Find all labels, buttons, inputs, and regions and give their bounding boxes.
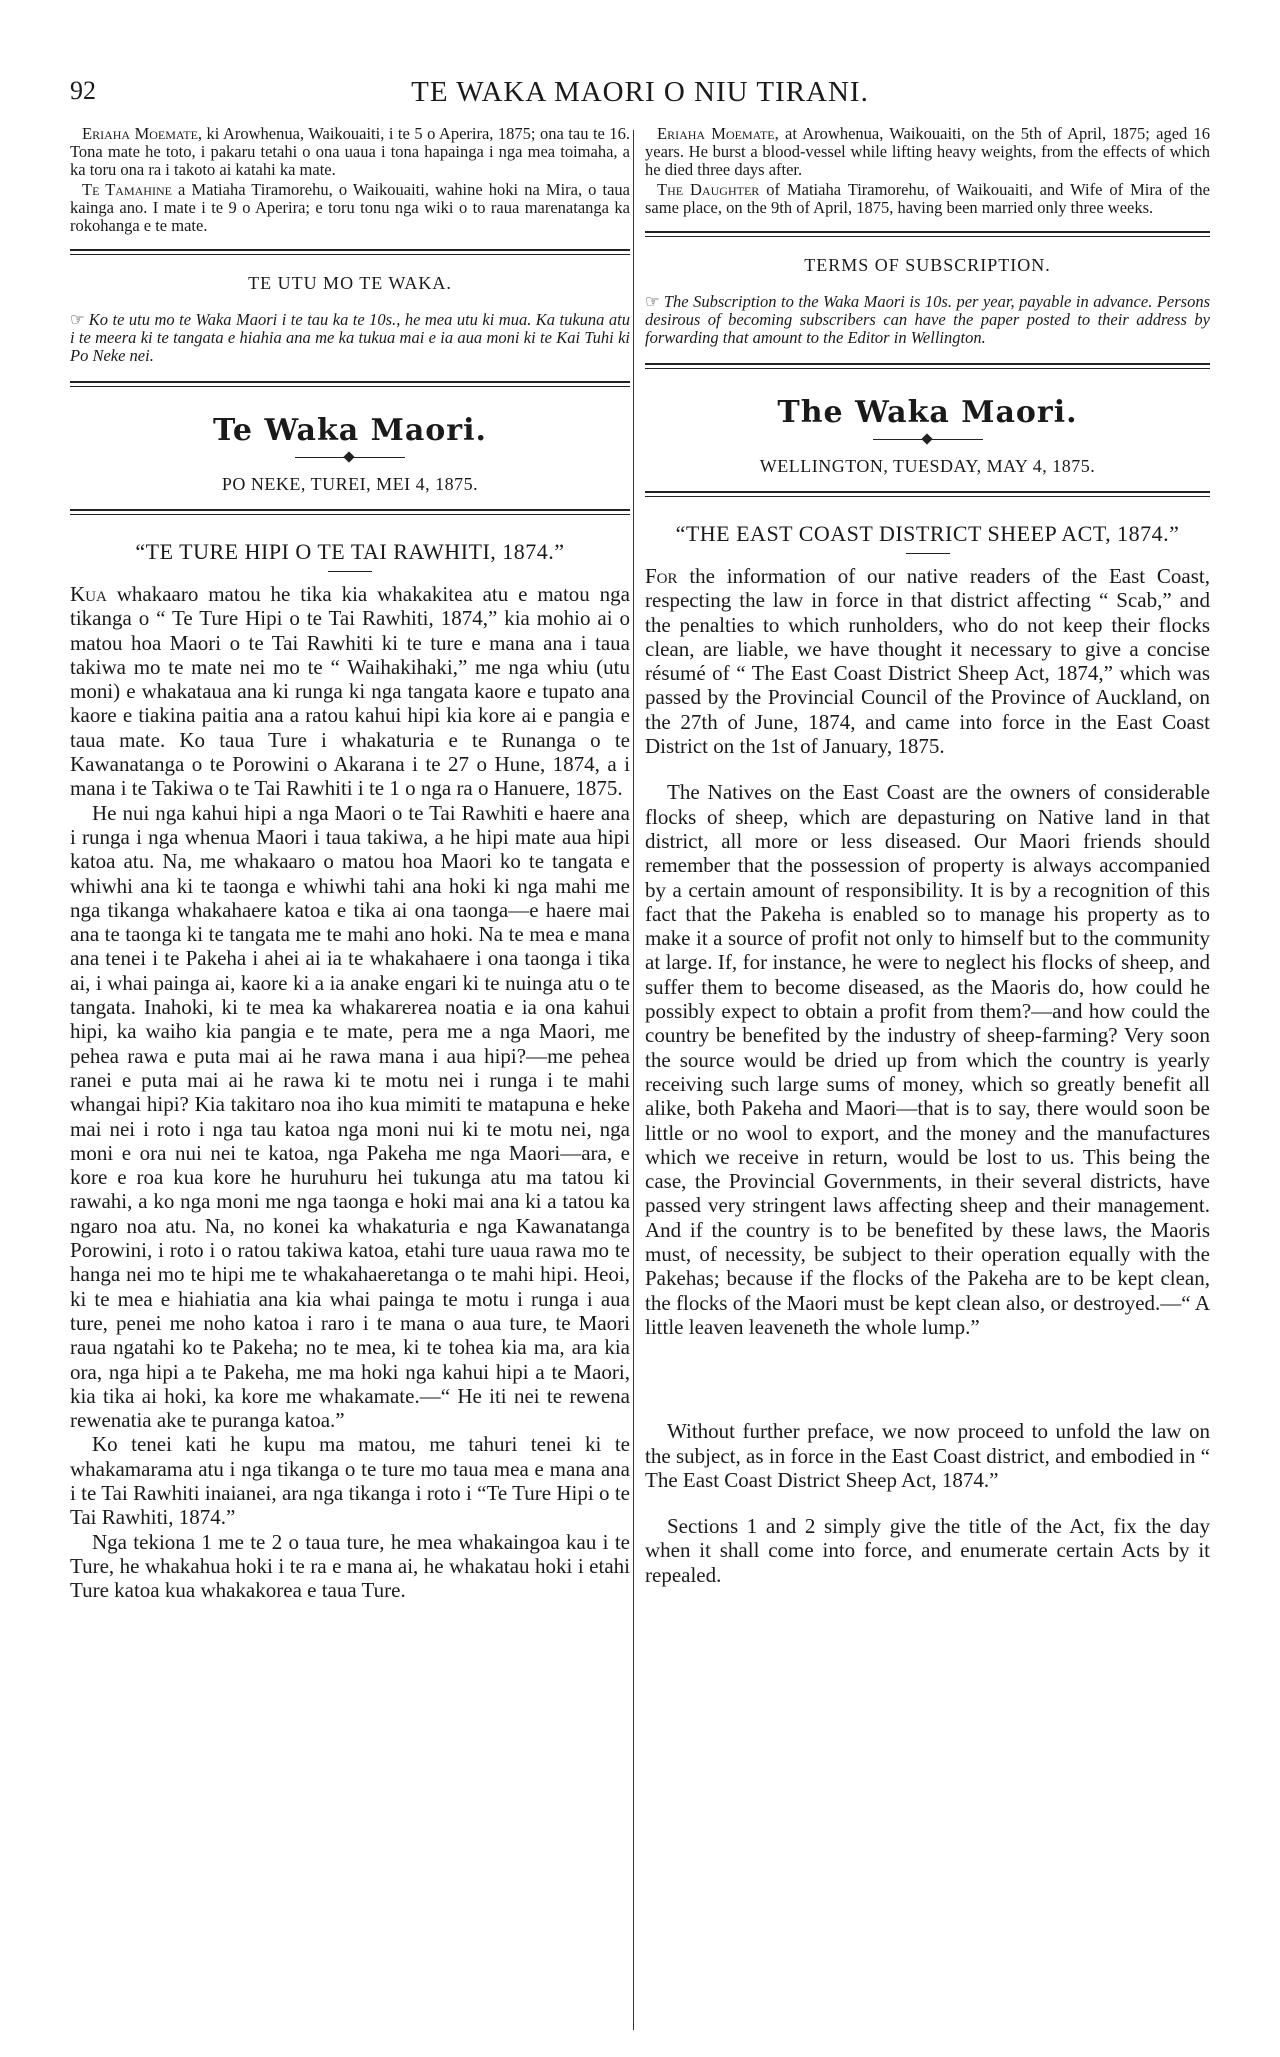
article-paragraph: Kua whakaaro matou he tika kia whakakitea atu e matou nga tikanga o “ Te Ture Hipi o te Tai Rawhiti, 1874,” kia mohio ai o matou hoa Maori o te Tai Rawhiti ki te ture e mana ana i taua takiwa mo te mate nei mo te “ Waihakihaki,” me nga whiu (utu moni) e whakataua ana ki runga ki nga tangata kaore e tupato ana kaore e tiakina paitia ana a ratou kahui hipi kia kore ai e pangia e taua mate. Ko taua Ture i whakaturia e te Runanga o te Kawanatanga o te Porowini o Akarana i te 27 o Hune, 1874, a i mana i te Takiwa o te Tai Rawhiti i te 1 o nga ra o Hanuere, 1875. (70, 582, 630, 801)
subscription-body: ☞ Ko te utu mo te Waka Maori i te tau ka te 10s., he mea utu ki mua. Ka tukuna atu i te meera ki te tangata e hiahia ana me ka tukua mai e ia aua moni ki te Kai Tuhi ki Po Neke nei. (70, 309, 630, 365)
article-paragraph: For the information of our native readers of the East Coast, respecting the law in force in that district affecting “ Scab,” and the penalties to which runholders, who do not keep their flocks clean, are liable, we have thought it necessary to give a concise résumé of “ The East Coast District Sheep Act, 1874,” which was passed by the Provincial Council of the Province of Auckland, on the 27th of June, 1874, and came into force in the East Coast District on the 1st of January, 1875. (645, 564, 1210, 759)
page-header (70, 70, 1210, 120)
pointing-hand-icon: ☞ (70, 309, 85, 329)
section-rule (70, 249, 630, 255)
article-title: “THE EAST COAST DISTRICT SHEEP ACT, 1874.” (675, 521, 1180, 546)
article-paragraph: He nui nga kahui hipi a nga Maori o te Tai Rawhiti e haere ana i runga i nga whenua Maori i taua takiwa, a he hipi mate aua hipi katoa atu. Na, me whakaaro o matou hoa Maori ko te tangata e whiwhi ana ki te taonga e whiwhi tahi ana hoki ki nga mahi me nga tikanga whakahaere katoa e tika ai ona taonga—e haere mai ana te taonga ki te tangata me te mahi ano hoki. Na te mea e mana ana tenei i te Pakeha i ahei ai ia te whakahaere i ona taonga i tika ai, i whai painga ai, kaore ki a ia anake engari ki te nuinga atu o te tangata. Inahoki, ki te mea ka whakarerea noatia e ia ona kahui hipi, ka waiho kia pangia e te mate, pera me a nga Maori, me pehea rawa e puta mai ai he rawa mana i aua hipi?—me pehea ranei e puta mai ai he rawa ki te motu nei i runga i te mahi whangai hipi? Kia takitaro noa iho kua mimiti te matapuna e heke mai nei i roto i nga tau katoa nga moni nui ki te motu nei, nga moni e ora nui nei te katoa, nga Pakeha me nga Maori—ara, e kore e roa kua kore he huruhuru hei tukunga atu ma tatou ki rawahi, a ko nga moni me nga taonga e hoki mai ana ki a tatou ka ngaro noa atu. Na, no konei ka whakaturia e nga Kawanatanga Porowini, i roto i o ratou takiwa katoa, etahi ture uaua rawa mo te hanga nei mo te hipi me te whakahaeretanga o te mahi hipi. Heoi, ki te mea e hiahiatia ana kia whai painga te motu i runga i aua ture, penei me noho katoa i raro i te mana o aua ture, te Maori raua ngatahi ko te Pakeha; no te mea, ki te tohea kia ma, ara kia ora, nga hipi a te Pakeha, me ma hoki nga kahui hipi a te Maori, kia tika ai hoki, ka kore me whakamate.—“ He iti nei te rewena rewenatia ake te puranga katoa.” (70, 800, 630, 1433)
english-column (645, 125, 1210, 1587)
column-divider (633, 130, 634, 2030)
article-title: “TE TURE HIPI O TE TAI RAWHITI, 1874.” (135, 539, 565, 564)
article-paragraph: The Natives on the East Coast are the owners of considerable flocks of sheep, which are depasturing on Native land in that district, all more or less diseased. Our Maori friends should remember that the possession of property is always accompanied by a certain amount of responsibility. It is by a recognition of this fact that the Pakeha is enabled so to manage his property as to make it a source of profit not only to himself but to the community at large. If, for instance, he were to neglect his flocks of sheep, and suffer them to become diseased, as the Maoris do, how could he possibly expect to obtain a profit from them?—and how could the country be benefited by the industry of sheep-farming? Very soon the source would be dried up from which the country is yearly receiving such large sums of money, which so greatly benefit all alike, both Pakeha and Maori—that is to say, there would soon be little or no wool to export, and the money and the manufactures which we receive in return, would be lost to us. This being the case, the Provincial Governments, in their several districts, have passed very stringent laws affecting sheep and their management. And if the country is to be benefited by these laws, the Maoris must, of necessity, be subject to their operation equally with the Pakehas; because if the flocks of the Pakeha are to be kept clean, the flocks of the Maori must be kept clean also, or destroyed.—“ A little leaven leaveneth the whole lump.” (645, 780, 1210, 1339)
article-paragraph: Without further preface, we now proceed to unfold the law on the subject, as in force in the East Coast district, and embodied in “ The East Coast District Sheep Act, 1874.” (645, 1419, 1210, 1492)
article-paragraph: Ko tenei kati he kupu ma matou, me tahuri tenei ki te whakamarama atu i nga tikanga o te ture mo taua mea e mana ana i te Tai Rawhiti inaianei, ara nga tikanga i roto i “Te Ture Hipi o te Tai Rawhiti, 1874.” (70, 1432, 630, 1530)
subscription-title: TERMS OF SUBSCRIPTION. (804, 255, 1051, 275)
title-rule (906, 553, 950, 554)
section-rule (70, 509, 630, 515)
ornament-divider (873, 434, 983, 446)
page-title: TE WAKA MAORI O NIU TIRANI. (411, 76, 869, 108)
article-paragraph: Sections 1 and 2 simply give the title of the Act, fix the day when it shall come into force, and enumerate certain Acts by it repealed. (645, 1514, 1210, 1587)
ornament-divider (295, 452, 405, 464)
section-rule (645, 231, 1210, 237)
death-notice: Eriaha Moemate, at Arowhenua, Waikouaiti, on the 5th of April, 1875; aged 16 years. He burst a blood-vessel while lifting heavy weights, from the effects of which he died three days after. (645, 124, 1211, 179)
death-notice: Eriaha Moemate, ki Arowhenua, Waikouaiti, i te 5 o Aperira, 1875; ona tau te 16. Tona mate he toto, i pakaru tetahi o ona uaua i tona hapainga i nga mea toimaha, a ka toru ona ra i takoto ai katahi ka mate. (70, 124, 630, 179)
death-notice: Te Tamahine a Matiaha Tiramorehu, o Waikouaiti, wahine hoki na Mira, o taua kainga ano. I mate i te 9 o Aperira; e toru tonu nga wiki o to raua marenatanga ka rokohanga e te mate. (70, 180, 631, 235)
maori-column (70, 125, 630, 1602)
masthead: The Waka Maori. (777, 395, 1078, 430)
subscription-title: TE UTU MO TE WAKA. (248, 273, 452, 293)
section-rule (645, 491, 1210, 497)
page-number: 92 (70, 76, 96, 105)
article-paragraph: Nga tekiona 1 me te 2 o taua ture, he mea whakaingoa kau i te Ture, he whakahua hoki i te ra e mana ai, he whakatau hoki i etahi Ture katoa kua whakakorea e taua Ture. (70, 1529, 630, 1603)
masthead: Te Waka Maori. (213, 413, 487, 448)
death-notice: The Daughter of Matiaha Tiramorehu, of Waikouaiti, and Wife of Mira of the same place, on the 9th of April, 1875, having been married only three weeks. (645, 180, 1210, 217)
pointing-hand-icon: ☞ (645, 291, 660, 311)
dateline: WELLINGTON, TUESDAY, MAY 4, 1875. (759, 456, 1096, 476)
subscription-body: ☞ The Subscription to the Waka Maori is 10s. per year, payable in advance. Persons desirous of becoming subscribers can have the paper posted to their address by forwarding that amount to the Editor in Wellington. (645, 291, 1210, 347)
title-rule (328, 571, 372, 572)
section-rule (70, 381, 630, 387)
dateline: PO NEKE, TUREI, MEI 4, 1875. (221, 474, 479, 494)
section-rule (645, 363, 1210, 369)
